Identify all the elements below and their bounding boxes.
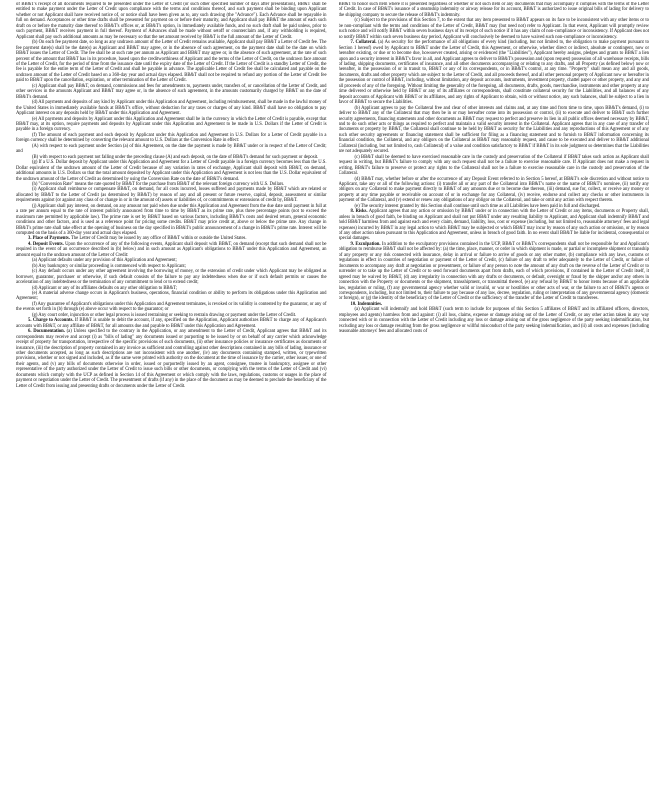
section-heading: 4. Deposit Events.	[28, 241, 64, 247]
section-paragraph	[339, 209, 650, 242]
paragraph-text: (a) Applicant will indemnify and hold BB&T (such term to include for purposes of this Section 5 affiliates of BB&T and its affiliated officers, directors, employees and agents) harmless from and against: (i) all loss, claims, expense or damage arising out of the Letter of Credit, or any other action taken in any way connected with or in connection with the Letter of Credit including any loss or damage arising out of the gross negligence of the party seeking indemnification, but excluding any loss or damage resulting from the gross negligence or willful misconduct of the party seeking indemnification, and (ii) all costs and expenses (including reasonable attorneys' fees and allocated costs of	[338, 307, 649, 335]
section-heading: 5. Charge to Accounts.	[28, 318, 74, 324]
paragraph-text: (c) Subject to the provisions of this Section 7, to the extent that any item presented to BB&T appears on its face to be inconsistent with any other items or to be non-compliant with the terms and conditions of the Letter of Credit, BB&T may (but need not) refer to Applicant. In that event, Applicant will promptly review such notice and will notify BB&T within seven business days of its receipt of such notice if it has any claim of non-compliance or inconsistency. If Applicant does not so notify BB&T within such seven business day period, Applicant will conclusively be deemed to have waived such non-compliance or inconsistency.	[338, 18, 649, 40]
continued-paragraph	[339, 2, 650, 18]
paragraph-text: (B) with respect to each payment not falling under the preceding clause (A) and each deposit, on the date of BB&T's demand for such payment or deposit.	[32, 154, 319, 160]
clause-paragraph	[16, 144, 327, 155]
paragraph-text: Applicant agrees that any action or omission by BB&T under or in connection with the Letter of Credit or any items, documents or Property shall, unless in breach of good faith, be binding on Applicant and shall not put BB&T under any resulting liability to Applicant, and Applicant shall indemnify BB&T and hold BB&T harmless from and against each and every claim, demand, liability, loss, cost or expense (including, but not limited to, reasonable attorneys' fees and legal expenses) incurred by BB&T in any legal action to which BB&T may be subjected or which BB&T may incur by reason of any such action or omission, or by reason of any other action taken pursuant to this Application and Agreement, unless in breach of good faith. In no event shall BB&T be liable for incidental, consequential or special damages.	[338, 209, 649, 242]
paragraph-text: (A) with respect to each payment under Section (a) of this Agreement, on the date the payment is made by BB&T under or in respect of the Letter of Credit; and	[16, 143, 327, 155]
paragraph-text: (c) Any default occurs under any other agreement involving the borrowing of money, or the extension of credit under which Applicant may be obligated as borrower, guarantor, purchaser or otherwise, if such default consists of the failure to pay any indebtedness when due or if such default permits or causes the acceleration of any indebtedness or the termination of any commitment to lend or to extend credit;	[16, 269, 327, 286]
clause-paragraph	[16, 302, 327, 313]
paragraph-text: (i) Applicant shall reimburse or compensate BB&T, on demand, for all costs incurred, losses suffered and payments made by BB&T which are related or allocated by BB&T to the Letter of Credit (as determined by BB&T) by reason of any and all present or future reserve, capital, deposit, assessment or similar requirements against (or against any class of or change in or in the amount of) assets or liabilities of, or commitments or extensions of credit by, BB&T.	[16, 187, 327, 204]
paragraph-text: The Letter of Credit may be issued by any office of BB&T within or outside the United States.	[69, 236, 247, 242]
paragraph-text: (f) The amount of each payment and each deposit by Applicant under this Application and Agreement in U.S. Dollars for a Letter of Credit payable in a foreign currency shall be determined by converting the relevant amount to U.S. Dollars at the Conversion Rate in effect:	[16, 132, 327, 144]
paragraph-text: (e) The security interest granted by this Section shall continue until such time as all Liabilities have been paid in full and discharged.	[354, 203, 601, 209]
section-paragraph	[16, 242, 327, 258]
paragraph-text: (g) If a U.S. Dollar deposit by Applicant under this Application and Agreement for a Letter of Credit payable in a foreign currency becomes less than the U.S. Dollar equivalent of the undrawn amount of the Letter of Credit because of any variation in rates of exchange, Applicant shall deposit with BB&T, on demand, additional amounts in U.S. Dollars so that the total amount deposited by Applicant under this Application and Agreement is not less than the U.S. Dollar equivalent of the undrawn amount of the Letter of Credit as determined by using the Conversion Rate on the date of BB&T's demand.	[16, 160, 327, 182]
paragraph-text: (c) BB&T shall be deemed to have exercised reasonable care in the custody and preservation of the Collateral if BB&T takes such action as Applicant shall request in writing, but BB&T's failure to comply with any such request shall not be a failure to exercise reasonable care. If Applicant does not make a request in writing, BB&T's failure to preserve or protect any rights to the Collateral shall not be a failure to exercise reasonable care in the custody and preservation of the Collateral.	[338, 154, 649, 177]
section-paragraph	[16, 329, 327, 389]
paragraph-text: of BB&T's receipt of all documents required to be presented under the Letter of Credit (or such other specified number of days after presentation), BB&T shall be entitled to make payment under the Letter of Credit upon compliance with the terms and conditions thereof, and such payment shall be binding upon Applicant whether or not Applicant shall have received notice of, or notice shall have been given as to, any such drawing (the "Advance"). Each Advance shall be repayable in full on demand. Acceptances or other time drafts shall be presented for payment on or before their maturity, and Applicant shall pay BB&T the amount of each such draft on or before the maturity date thereof to BB&T's offices or, at BB&T's option, in immediately available funds, and no such draft shall be paid unless, prior to such payment, BB&T receives payment in full thereof. Payment of Advances shall be made without setoff or counterclaim and, if any withholding is required, Applicant shall pay such additional amounts as may be necessary so that the net amount received by BB&T is the full amount of the Letter of Credit.	[16, 2, 327, 40]
continued-paragraph	[16, 2, 327, 40]
paragraph-text: Upon the occurrence of any of the following events, Applicant shall deposit with BB&T, on demand (except that such demand shall not be required in the event of an occurrence described in (b) below) and in such amount as Applicant's obligations to BB&T under this Application and Agreement, an amount equal to the undrawn amount of the Letter of Credit:	[16, 241, 327, 258]
clause-paragraph	[16, 100, 327, 116]
paragraph-text: (e) All payments and deposits by Applicant under this Application and Agreement shall be in the currency in which the Letter of Credit is payable, except that BB&T may, at its option, require payments and deposits by Applicant under this Application and Agreement to be made in U.S. Dollars if the Letter of Credit is payable in a foreign currency.	[16, 116, 327, 133]
left-column	[16, 2, 327, 792]
paragraph-text: (j) Applicant shall pay interest, on demand, on any amount not paid when due under this Application and Agreement from the due date until payment in full at a rate per annum equal to the rate of interest publicly announced from time to time by BB&T as its prime rate, plus three percentage points (not to exceed the maximum rate permitted by applicable law). The prime rate is set by BB&T based on various factors, including BB&T's costs and desired return, general economic conditions and other factors, and is used as a reference point for pricing some credits. BB&T may price credit at, above or below the prime rate. Any change in BB&T's prime rate shall take effect at the opening of business on the day specified in BB&T's public announcement of a change in BB&T's prime rate. Interest will be computed on the basis of a 360-day year and actual days elapsed.	[16, 203, 327, 237]
clause-paragraph	[16, 269, 327, 285]
clause-paragraph	[16, 291, 327, 302]
paragraph-text: (e) A material adverse change occurs in Applicant's business, operations, financial condition or ability to perform its obligations under this Application and Agreement;	[16, 291, 327, 302]
clause-paragraph	[339, 177, 650, 204]
section-heading: 8. Risks.	[350, 209, 368, 215]
section-heading: 10. Indemnities.	[350, 301, 383, 307]
section-heading: 7. Collateral.	[350, 40, 377, 46]
clause-paragraph	[16, 117, 327, 133]
clause-paragraph	[339, 307, 650, 334]
clause-paragraph	[16, 204, 327, 237]
section-heading: 3. Place of Payments.	[28, 236, 70, 242]
paragraph-text: (a) As security for the performance of all obligations of every kind (including, but not limited to, the obligation to make payment pursuant to Section 1 hereof) owed by Applicant to BB&T under the Letter of Credit, this Agreement, or otherwise, whether direct or indirect, absolute or contingent, now or hereafter existing, or due or to become due, howsoever created, arising or evidenced (the "Liabilities"), Applicant hereby assigns, pledges and grants to BB&T a lien upon and a security interest in BB&T's favor in all, and Applicant agrees to deliver to BB&T's possession and (upon request) possession of all warehouse receipts, bills of lading, shipping documents, certificates of insurance, and all other documents accompanying or relating to any drafts, and all Property (as defined below) now or hereafter, in the possession of or in transit to, BB&T or any of its correspondents, or in BB&T's control, at any time. "Property" shall mean any and all goods, documents, drafts and other property which are subject to the Letter of Credit, and all proceeds thereof, and all other personal property of Applicant now or hereafter in the possession or control of BB&T, including, without limitation, any deposit accounts, instruments, investment property, chattel paper or other property, and any and all proceeds of any of the foregoing. Without limiting the generality of the foregoing, all documents, drafts, goods, merchandise, instruments and other property at any time delivered or otherwise held by BB&T or any of its affiliates or correspondents, shall constitute collateral security for the Liabilities, and all balances of any deposit accounts of Applicant with BB&T or its affiliates, and any rights of Applicant to obtain, with or without notice, any such balances, shall be subject to a lien in favor of BB&T to secure the Liabilities.	[338, 40, 649, 106]
paragraph-text: BB&T to honor such item where it is presented regardless of whether or not such item or any documents that may accompany it complies with the terms of the Letter of Credit. In case of BB&T's issuance of a steamship indemnity or airway release for its account, BB&T is authorized to issue original bills of lading for delivery to the shipping company to secure the release of BB&T's indemnity.	[338, 2, 649, 18]
paragraph-text: (b) On each fee payment date, so long as any undrawn amount of the Letter of Credit remains available, Applicant shall pay BB&T a Letter of Credit fee. The fee payment date(s) shall be the date(s) as Applicant and BB&T may agree, or in the absence of such agreement, on the payment date shall be the date on which BB&T issues the Letter of Credit. The fee shall be at such rate per annum as Applicant and BB&T may agree or, in the absence of such agreement, at the rate of such percent of the amount that BB&T has in its procedure, based upon the creditworthiness of Applicant and the terms of the Letter of Credit, on the undrawn face amount of the Letter of Credit, for the period of time from the issuance date until the expiry date of the Letter of Credit. If the Letter of Credit is a standby Letter of Credit, the fee is payable for the entire term of the Letter of Credit and shall be payable in advance. The applicable Letter of Credit fee shall be calculated and payable on the undrawn amount of the Letter of Credit based on a 360-day year and actual days elapsed. BB&T shall not be required to refund any portion of the Letter of Credit fee paid to BB&T upon the cancellation, expiration, or other termination of the Letter of Credit.	[16, 40, 327, 84]
clause-paragraph	[16, 160, 327, 182]
paragraph-text: (b) Any bankruptcy or similar proceeding is commenced with respect to Applicant;	[32, 263, 186, 269]
clause-paragraph	[339, 106, 650, 155]
paragraph-text: (d) BB&T may, whether before or after the occurrence of any Deposit Event referred to in Section 5 hereof, at BB&T's sole discretion and without notice to Applicant, take any or all of the following actions: (i) transfer all or any part of the Collateral into BB&T's name or the name of BB&T's nominee, (ii) notify any obligors on any Collateral to make payment directly to BB&T of any amounts due or to become due thereon, (iii) demand, sue for, collect, or receive any money or property at any time payable or receivable on account of or in exchange for any Collateral, (iv) receive, endorse and collect any checks or other instruments in payment of the Collateral, and (v) extend or renew any obligations of any obligor on the Collateral, and take or omit any action with respect thereto.	[338, 176, 649, 204]
paragraph-text: (d) All payments and deposits of any kind by Applicant under this Application and Agreement, including reimbursement, shall be made in the lawful money of the United States in immediately available funds at BB&T's office, without deduction for any taxes or charges of any kind. BB&T shall have no obligation to pay Applicant interest on any deposits held by BB&T under this Application and Agreement.	[16, 100, 327, 117]
clause-paragraph	[16, 187, 327, 203]
section-heading: 9. Exculpation.	[350, 241, 381, 247]
section-paragraph	[16, 318, 327, 329]
paragraph-text: (g) Any court order, injunction or other legal process is issued restraining or seeking to restrain drawing or payment under the Letter of Credit.	[32, 312, 297, 318]
paragraph-text: In addition to the exculpatory provisions contained in the UCP, BB&T or BB&T's correspondents shall not be responsible for and Applicant's obligation to reimburse BB&T shall not be affected by: (a) the time, place, manner, or order in which shipment is made, or partial or incomplete shipment or transship of any property or any risk connected with insurance, delay in arrival or failure to arrive of goods or any other matter, (b) compliance with any laws, customs or regulations in effect in countries of negotiation or payment of the Letter of Credit, (c) failure of any draft to refer adequately to the Letter of Credit, or failure of documents to accompany any draft at negotiation or presentment, or failure of any person to note the amount of any draft on the reverse of the Letter of Credit or to surrender or to take up the Letter of Credit or to send forward documents apart from drafts, each of which provisions, if contained in the Letter of Credit itself, it agreed may be waived by BB&T, (d) any irregularity in connection with any drafts or documents, or default, oversight or fraud by the shipper and/or any others in connection with the Property or documents or the shipment, transshipment, or transmittal thereof, (e) any refusal by BB&T to honor items because of an applicable law, regulation or ruling, (f) any governmental agency whether valid or invalid, or war or hostilities or other acts of war, or the failure to act of BB&T's agents or correspondents, including, but not limited to, their failure to pay because of any law, decree, regulation, ruling or interpretation of any governmental agency (domestic or foreign), or (g) the identity of the beneficiary of the Letter of Credit or the sufficiency of the transfer of the Letter of Credit to transferees.	[338, 241, 649, 302]
clause-paragraph	[16, 40, 327, 84]
right-column	[339, 2, 650, 792]
paragraph-text: (d) Applicant or any of its affiliates defaults on any other obligation to BB&T;	[32, 285, 178, 291]
paragraph-text: (f) Any guarantee of Applicant's obligations under this Application and Agreement terminates, is revoked or its validity is contested by the guarantor, or any of the events set forth in (b) through (e) above occur with respect to the guarantor; or	[16, 301, 327, 313]
paragraph-text: If BB&T is unable to debit the account, if any, specified on the Application, Applicant authorizes BB&T to charge any of Applicant's accounts with BB&T, or any affiliate of BB&T, for all amounts due and payable to BB&T under this Application and Agreement.	[16, 318, 327, 329]
clause-paragraph	[16, 84, 327, 100]
paragraph-text: (c) Applicant shall pay BB&T, on demand, commissions and fees for amendments to, payments under, transfers of, or cancellation of the Letter of Credit, and other services in the amounts Applicant and BB&T may agree or, in the absence of such agreement, in the amounts customarily charged by BB&T on the date of BB&T's demand.	[16, 83, 327, 100]
section-heading: 6. Documentation.	[28, 329, 65, 335]
paragraph-text: (a) Applicant defaults under any provision of this Application and Agreement;	[32, 258, 177, 264]
clause-paragraph	[339, 18, 650, 40]
paragraph-text: (h) "Conversion Rate" means the rate quoted by BB&T for the purchase from BB&T of the relevant foreign currency with U.S. Dollars.	[32, 181, 285, 187]
section-paragraph	[339, 242, 650, 302]
section-paragraph	[339, 40, 650, 105]
paragraph-text: (b) Applicant agrees to pay the Collateral free and clear of other interests and claims and, at any time and from time to time, upon BB&T's demand, (i) to deliver to BB&T any of the Collateral that may then be in or may hereafter come into its possession or control, (ii) to execute and deliver to BB&T such further security agreements, financing statements and other documents as BB&T may request to perfect and preserve its lien in all public offices deemed necessary by BB&T, and to do such other acts or things as required to perfect and maintain a valid security interest in the Collateral. Applicant agrees that in any case of any transfer of documents or property by BB&T, the Collateral shall continue to be held by BB&T as security for the Liabilities and any reproductions of this Agreement or of any such other security agreements or financing statement shall be sufficient for filing as a financing statement and to furnish to BB&T information concerning its financial condition, the Collateral, and any obligors on the Collateral as BB&T may reasonably request, and cause to be executed and deliver to BB&T additional Collateral (including, but not limited to, cash Collateral) of a value and condition satisfactory to BB&T if BB&T in its sole judgment so determines that the Liabilities are not adequately secured.	[338, 105, 649, 155]
paragraph-text: (a) Unless specified to the contrary in the Application, or any amendment to the Letter of Credit, Applicant agrees that BB&T and its correspondents may receive and accept (i) as "bills of lading" any documents issued or purporting to be issued by or on behalf of any carrier which acknowledge receipt of property for transportation, irrespective of the specific provisions of such documents, (ii) other insurance policies or insurance certificates as documents of insurance, (iii) the description of property contained in any invoice as sufficient and controlling against other descriptions contained in any bills of lading, insurance or other documents accepted, as long as such descriptions are not inconsistent with one another, (iv) any documents containing stamped, written, or typewritten provisions, whether or not signed and included, as if the same were printed with authority on the document at the time of issuance by the carrier, other issuer, or one of their agents, and (v) any bills of documents otherwise in order, issued or purportedly issued by an agent, consignee, trustee in bankruptcy, assignee or other representative of the party authorized under the Letter of Credit to issue such bills or other documents, or complying with the terms of the Letter of Credit and (vi) documents which comply with the UCP as defined in Section 14 of this Agreement or which comply with the laws, regulations, customs or usages in the place of payment or negotiation under the Letter of Credit. The presentment of drafts (if any) in the place of the document as may be deemed to preclude the beneficiary of the Letter of Credit from issuing and presenting drafts or documents under the Letter of Credit.	[16, 329, 327, 389]
clause-paragraph	[16, 133, 327, 144]
clause-paragraph	[339, 155, 650, 177]
